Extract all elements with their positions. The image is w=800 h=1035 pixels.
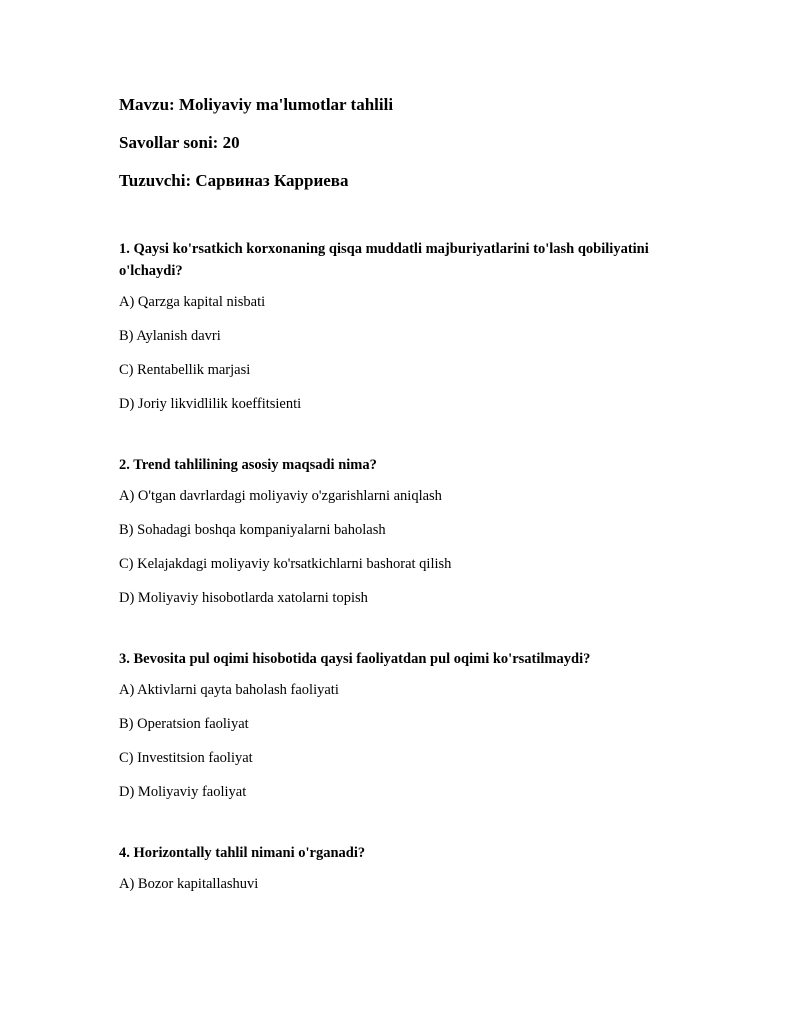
- question-number: 1.: [119, 241, 130, 257]
- document-header: [119, 93, 719, 207]
- question-count-line: [119, 131, 719, 155]
- question-count-label: Savollar soni:: [119, 133, 219, 152]
- topic-line: [119, 93, 719, 117]
- question-body: Qaysi ko'rsatkich korxonaning qisqa muddatli majburiyatlarini to'lash qobiliyatini o'lchaydi?: [119, 241, 649, 279]
- author-label: Tuzuvchi:: [119, 171, 192, 190]
- answer-option-c: C) Rentabellik marjasi: [119, 362, 251, 378]
- question-4: [119, 842, 699, 894]
- author-value: Сарвиназ Карриева: [195, 171, 349, 190]
- question-text: [119, 454, 699, 476]
- topic-value: Moliyaviy ma'lumotlar tahlili: [178, 95, 394, 114]
- answer-option-d: D) Joriy likvidlilik koeffitsienti: [119, 396, 302, 412]
- answer-option-a: A) Aktivlarni qayta baholash faoliyati: [119, 682, 339, 698]
- question-number: 3.: [119, 651, 130, 667]
- question-text: [119, 842, 699, 864]
- question-1: [119, 238, 699, 414]
- question-2: [119, 454, 699, 608]
- answer-option-c: C) Kelajakdagi moliyaviy ko'rsatkichlarni bashorat qilish: [119, 556, 452, 572]
- author-line: [119, 169, 719, 193]
- answer-option-c: C) Investitsion faoliyat: [119, 750, 253, 766]
- topic-label: Mavzu:: [119, 95, 175, 114]
- question-3: [119, 648, 699, 802]
- question-list: [119, 238, 699, 934]
- question-body: Trend tahlilining asosiy maqsadi nima?: [133, 457, 377, 473]
- question-text: [119, 238, 699, 282]
- answer-option-b: B) Sohadagi boshqa kompaniyalarni baholash: [119, 522, 386, 538]
- answer-option-a: A) Qarzga kapital nisbati: [119, 294, 266, 310]
- answer-option-b: B) Operatsion faoliyat: [119, 716, 249, 732]
- question-number: 2.: [119, 457, 130, 473]
- answer-option-a: A) O'tgan davrlardagi moliyaviy o'zgarishlarni aniqlash: [119, 488, 442, 504]
- answer-option-a: A) Bozor kapitallashuvi: [119, 876, 259, 892]
- question-number: 4.: [119, 845, 130, 861]
- answer-option-b: B) Aylanish davri: [119, 328, 221, 344]
- answer-option-d: D) Moliyaviy hisobotlarda xatolarni topish: [119, 590, 368, 606]
- question-text: [119, 648, 699, 670]
- question-count-value: 20: [222, 133, 240, 152]
- question-body: Horizontally tahlil nimani o'rganadi?: [133, 845, 366, 861]
- question-body: Bevosita pul oqimi hisobotida qaysi faoliyatdan pul oqimi ko'rsatilmaydi?: [133, 651, 591, 667]
- answer-option-d: D) Moliyaviy faoliyat: [119, 784, 247, 800]
